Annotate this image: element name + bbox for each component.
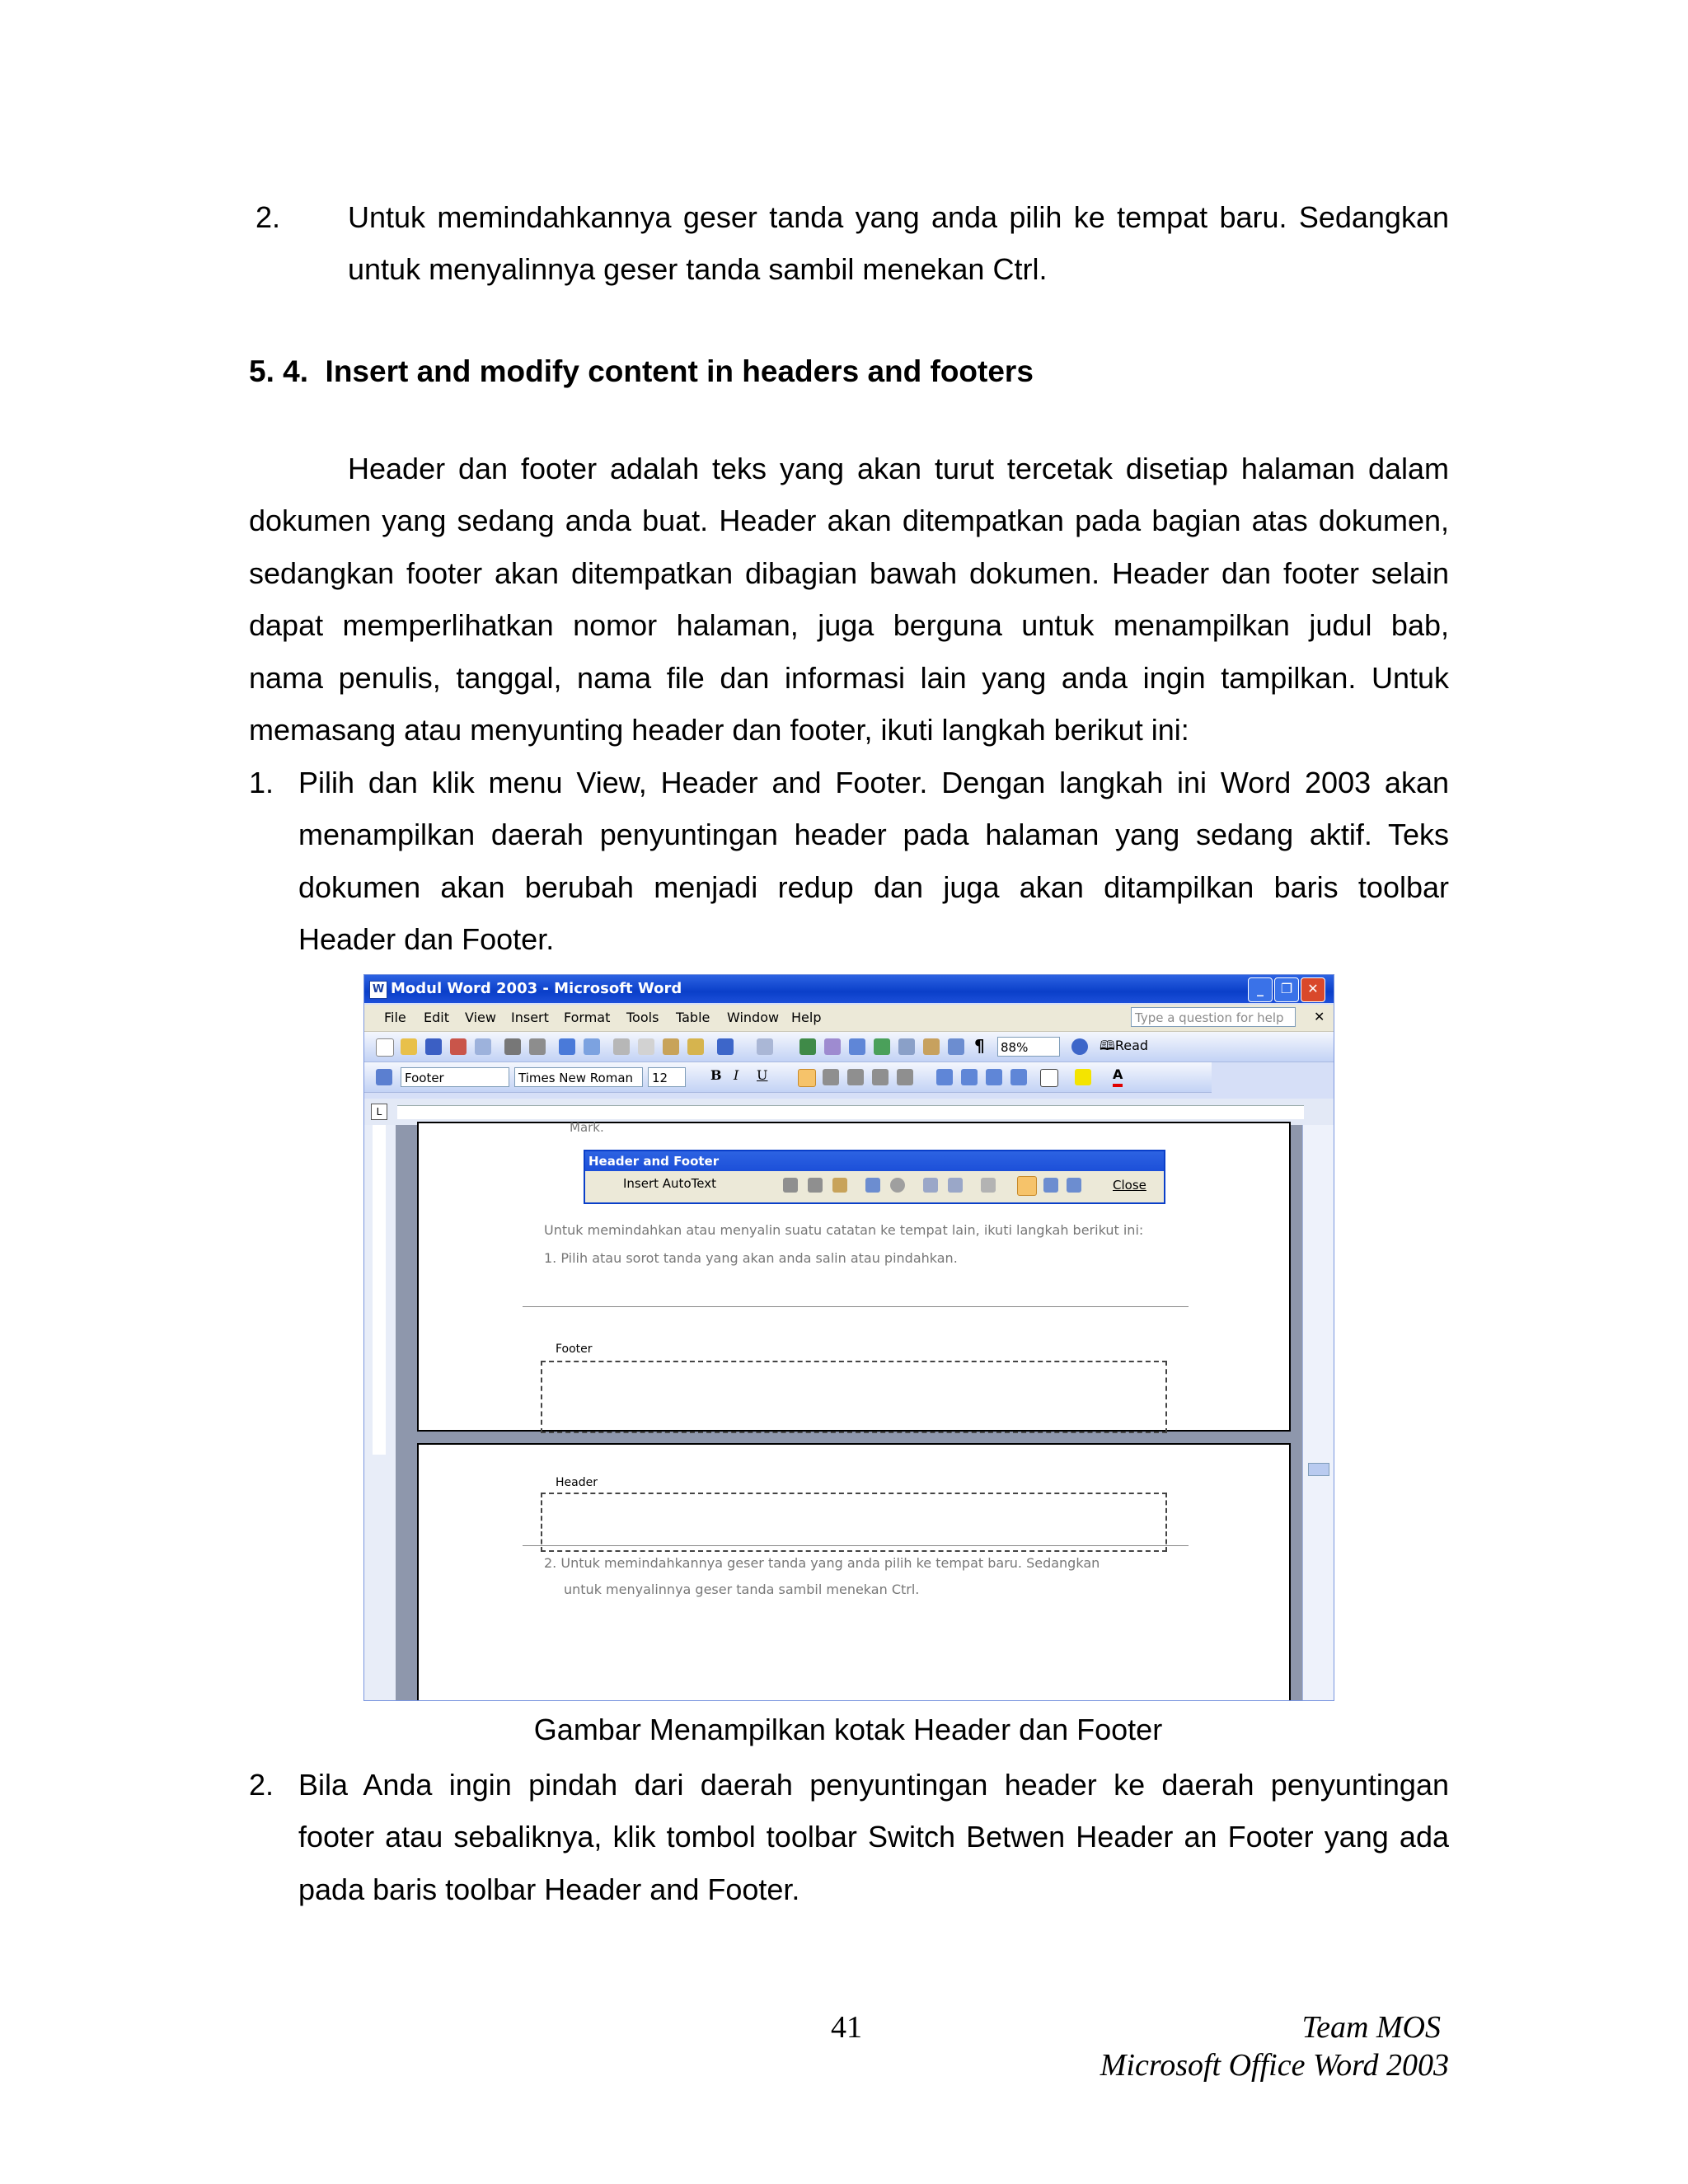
numbering-icon[interactable] [936,1069,953,1085]
font-select[interactable]: Times New Roman [514,1067,643,1087]
paste-icon[interactable] [663,1038,679,1055]
decrease-indent-icon[interactable] [986,1069,1002,1085]
step-2-line: Bila Anda ingin pindah dari daerah penyuntingan header ke daerah penyuntingan [298,1768,1449,1802]
highlight-icon[interactable] [1075,1069,1091,1085]
menu-item-format[interactable]: Format [564,1010,611,1025]
restore-icon[interactable]: ❐ [1274,977,1299,1002]
hyperlink-icon[interactable] [799,1038,816,1055]
intro-line: dapat memperlihatkan nomor halaman, juga berguna untuk menampilkan judul bab, [249,608,1449,642]
step-1-line: dokumen akan berubah menjadi redup dan juga akan ditampilkan baris toolbar [298,870,1449,904]
vertical-scrollbar[interactable] [1302,1125,1334,1701]
word-app-icon: W [369,981,387,999]
formatting-toolbar [364,1062,1212,1093]
figure-caption: Gambar Menampilkan kotak Header dan Footer [533,1713,1163,1746]
align-right-icon[interactable] [847,1069,864,1085]
align-center-icon[interactable] [823,1069,839,1085]
title-bar [364,975,1334,1003]
page-number: 41 [831,2010,862,2045]
intro-paragraph [249,443,1449,764]
item-2-number: 2. [256,200,281,234]
help-icon[interactable] [1071,1038,1088,1055]
footer-edit-area[interactable] [541,1361,1167,1433]
window-title: Modul Word 2003 - Microsoft Word [391,980,682,997]
menu-item-file[interactable]: File [384,1010,406,1025]
step-2-line: footer atau sebaliknya, klik tombol toolbar Switch Betwen Header an Footer yang ada [298,1820,1449,1854]
switch-header-footer-icon[interactable] [1017,1176,1037,1196]
standard-toolbar [364,1032,1334,1062]
doc-mark-text: Mark. [570,1120,604,1135]
email-icon[interactable] [475,1038,491,1055]
margin-line [523,1306,1189,1307]
show-hide-icon[interactable]: ¶ [974,1036,985,1056]
margin-line [523,1545,1189,1546]
help-search-input[interactable]: Type a question for help [1131,1007,1296,1027]
drawing-icon[interactable] [923,1038,940,1055]
document-map-icon[interactable] [948,1038,964,1055]
italic-icon[interactable]: I [734,1067,739,1083]
item-2-line-1: Untuk memindahkannya geser tanda yang anda pilih ke tempat baru. Sedangkan [348,200,1449,234]
doc-text-line: 2. Untuk memindahkannya geser tanda yang anda pilih ke tempat baru. Sedangkan [544,1555,1100,1571]
font-size-select[interactable]: 12 [648,1067,686,1087]
page-setup-icon[interactable] [923,1178,938,1193]
header-area-label: Header [556,1476,598,1489]
style-select[interactable]: Footer [401,1067,509,1087]
undo-icon[interactable] [717,1038,734,1055]
research-icon[interactable] [584,1038,600,1055]
ruler-track [397,1105,1304,1119]
step-1-line: Pilih dan klik menu View, Header and Footer. Dengan langkah ini Word 2003 akan [298,766,1449,799]
doc-text-line: untuk menyalinnya geser tanda sambil menekan Ctrl. [564,1582,920,1597]
close-window-icon[interactable]: ✕ [1301,977,1325,1002]
footer-product: Microsoft Office Word 2003 [1100,2048,1449,2083]
menu-item-edit[interactable]: Edit [424,1010,449,1025]
font-color-icon[interactable]: A [1113,1066,1123,1087]
print-icon[interactable] [504,1038,521,1055]
menu-item-window[interactable]: Window [727,1010,780,1025]
item-2 [248,191,1449,298]
show-next-icon[interactable] [1067,1178,1081,1193]
section-heading: 5. 4. Insert and modify content in headers and footers [249,354,1034,388]
tables-borders-icon[interactable] [824,1038,841,1055]
menu-bar [364,1005,1334,1032]
menu-item-insert[interactable]: Insert [511,1010,549,1025]
spelling-icon[interactable] [559,1038,575,1055]
step-2 [249,1759,1449,1924]
vertical-ruler-track [373,1125,386,1455]
step-1-line: Header dan Footer. [298,922,555,956]
cut-icon[interactable] [613,1038,630,1055]
intro-line: Header dan footer adalah teks yang akan turut tercetak disetiap halaman dalam [348,452,1449,485]
doc-text-line: Untuk memindahkan atau menyalin suatu catatan ke tempat lain, ikuti langkah berikut ini: [544,1222,1144,1238]
print-preview-icon[interactable] [529,1038,546,1055]
header-footer-toolbar-titlebar [585,1151,1164,1171]
bullets-icon[interactable] [961,1069,978,1085]
same-as-previous-icon[interactable] [981,1178,996,1193]
styles-icon[interactable] [376,1069,392,1085]
step-1 [249,757,1449,971]
zoom-select[interactable]: 88% [997,1037,1060,1057]
step-2-line: pada baris toolbar Header and Footer. [298,1872,800,1906]
bold-icon[interactable]: B [710,1067,722,1083]
menu-item-view[interactable]: View [465,1010,496,1025]
increase-indent-icon[interactable] [1010,1069,1027,1085]
insert-number-of-pages-icon[interactable] [808,1178,823,1193]
format-painter-icon[interactable] [687,1038,704,1055]
line-spacing-icon[interactable] [897,1069,913,1085]
insert-time-icon[interactable] [890,1178,905,1193]
border-icon[interactable] [1040,1069,1058,1087]
open-icon[interactable] [401,1038,417,1055]
format-page-number-icon[interactable] [832,1178,847,1193]
footer-team: Team MOS [1301,2010,1441,2045]
step-1-number: 1. [249,766,274,799]
new-icon[interactable] [376,1038,394,1057]
intro-line: memasang atau menyunting header dan footer, ikuti langkah berikut ini: [249,713,1189,747]
step-2-number: 2. [249,1768,274,1802]
footer-area-label: Footer [556,1343,593,1356]
justify-icon[interactable] [872,1069,889,1085]
save-icon[interactable] [425,1038,442,1055]
show-hide-document-text-icon[interactable] [948,1178,963,1193]
tab-selector-icon[interactable]: L [371,1104,387,1120]
vertical-ruler[interactable] [364,1125,396,1701]
header-footer-toolbar [584,1150,1165,1204]
insert-page-number-icon[interactable] [783,1178,798,1193]
book-icon: 🕮 [1100,1038,1115,1053]
scroll-thumb[interactable] [1308,1463,1329,1476]
document-workarea [396,1120,1302,1701]
redo-icon[interactable] [757,1038,773,1055]
intro-line: nama penulis, tanggal, nama file dan informasi lain yang anda ingin tampilkan. Untuk [249,661,1449,695]
minimize-icon[interactable]: _ [1248,977,1273,1002]
header-edit-area[interactable] [541,1493,1167,1552]
read-label: Read [1114,1038,1149,1053]
step-1-line: menampilkan daerah penyuntingan header pada halaman yang sedang aktif. Teks [298,818,1449,851]
intro-line: dokumen yang sedang anda buat. Header akan ditempatkan pada bagian atas dokumen, [249,504,1449,537]
align-left-icon[interactable] [798,1069,816,1087]
menu-item-tools[interactable]: Tools [626,1010,659,1025]
intro-line: sedangkan footer akan ditempatkan dibagian bawah dokumen. Header dan footer selain [249,556,1449,590]
insert-date-icon[interactable] [865,1178,880,1193]
insert-autotext-button[interactable]: Insert AutoText [623,1176,716,1191]
copy-icon[interactable] [638,1038,654,1055]
show-previous-icon[interactable] [1043,1178,1058,1193]
columns-icon[interactable] [898,1038,915,1055]
word-screenshot [363,974,1334,1701]
permission-icon[interactable] [450,1038,467,1055]
read-button[interactable] [1100,1037,1148,1059]
insert-table-icon[interactable] [849,1038,865,1055]
doc-text-line: 1. Pilih atau sorot tanda yang akan anda salin atau pindahkan. [544,1250,958,1266]
menu-item-help[interactable]: Help [791,1010,822,1025]
underline-icon[interactable]: U [757,1067,768,1083]
insert-excel-icon[interactable] [874,1038,890,1055]
header-footer-toolbar-title: Header and Footer [588,1154,720,1169]
menu-item-table[interactable]: Table [676,1010,710,1025]
close-document-icon[interactable]: ✕ [1314,1009,1325,1024]
close-header-footer-button[interactable]: Close [1113,1178,1146,1193]
page-top [417,1443,1291,1701]
item-2-line-2: untuk menyalinnya geser tanda sambil menekan Ctrl. [348,252,1048,286]
